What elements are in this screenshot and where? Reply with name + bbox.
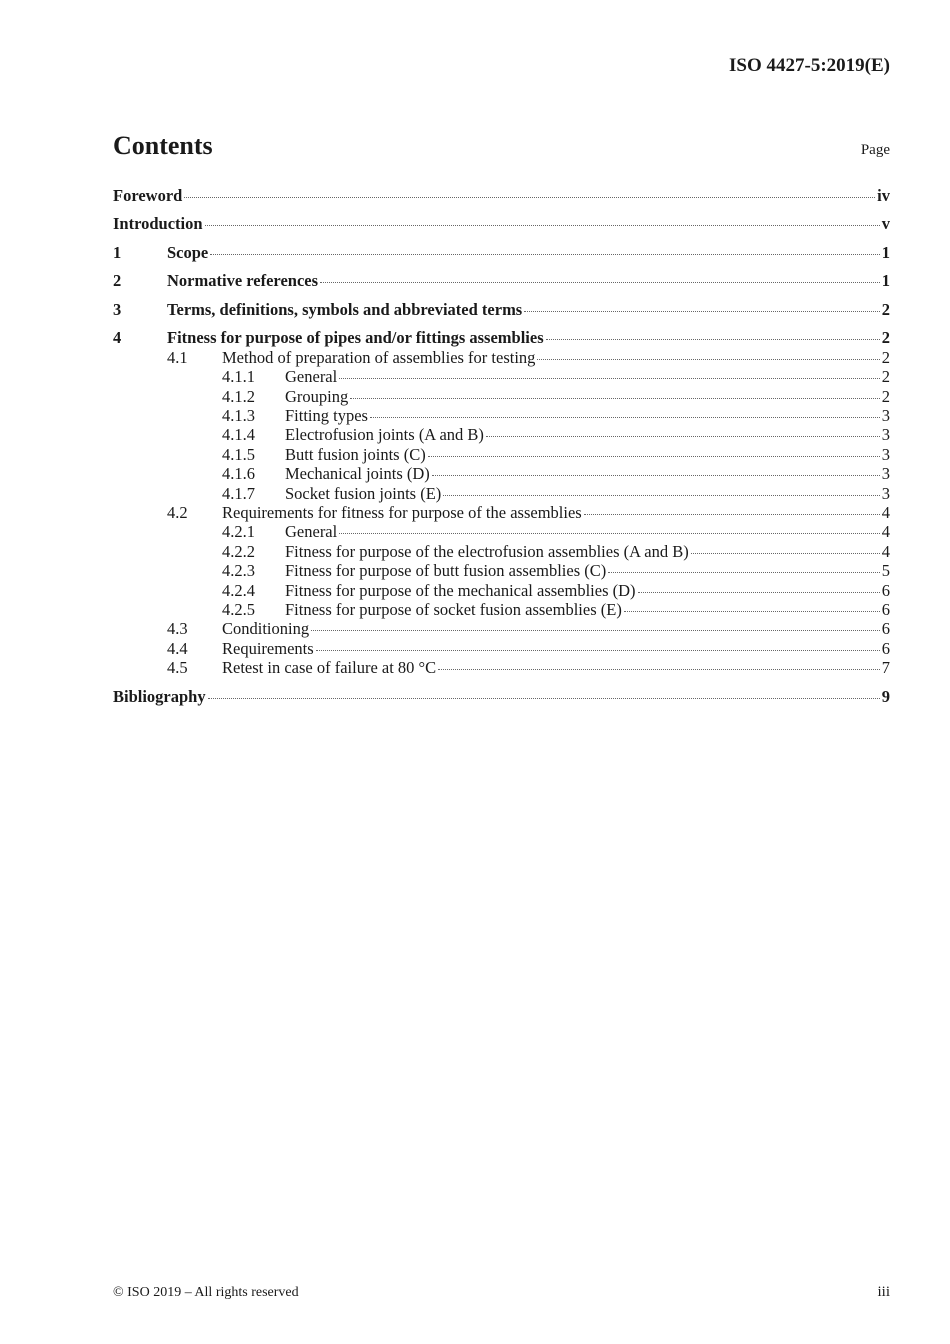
dot-leader <box>205 225 880 226</box>
toc-entry-page: 4 <box>881 522 890 542</box>
table-of-contents <box>113 186 890 706</box>
toc-entry-number: 4.2.4 <box>222 580 255 600</box>
dot-leader <box>350 398 880 399</box>
toc-entry-title: Mechanical joints (D) <box>285 464 430 484</box>
dot-leader <box>524 311 880 312</box>
toc-entry-title: Fitness for purpose of the mechanical assemblies (D) <box>285 580 636 600</box>
toc-entry-page: v <box>881 214 890 234</box>
toc-entry-title: Fitness for purpose of butt fusion assemblies (C) <box>285 561 607 581</box>
toc-entry-number: 4.2.5 <box>222 599 255 619</box>
dot-leader <box>428 456 880 457</box>
toc-entry-title: Bibliography <box>113 686 206 706</box>
dot-leader <box>438 669 880 670</box>
toc-entry[interactable] <box>113 445 890 464</box>
toc-entry-page: 3 <box>881 425 890 445</box>
toc-entry-page: 6 <box>881 638 890 658</box>
toc-entry[interactable] <box>113 300 890 319</box>
toc-entry-number: 4.2 <box>167 502 188 522</box>
document-id: ISO 4427-5:2019(E) <box>729 55 890 76</box>
toc-entry-page: 2 <box>881 347 890 367</box>
toc-entry-page: 9 <box>881 686 890 706</box>
toc-entry[interactable] <box>113 503 890 522</box>
dot-leader <box>208 698 880 699</box>
toc-entry-title: Conditioning <box>222 619 310 639</box>
toc-entry-number: 3 <box>113 299 122 319</box>
dot-leader <box>537 359 879 360</box>
toc-entry-page: 3 <box>881 444 890 464</box>
dot-leader <box>432 475 880 476</box>
toc-entry-title: Grouping <box>285 386 349 406</box>
toc-entry-page: 6 <box>881 580 890 600</box>
dot-leader <box>370 417 880 418</box>
toc-entry-number: 4 <box>113 328 122 348</box>
toc-entry-number: 4.1.1 <box>222 367 255 387</box>
dot-leader <box>638 592 880 593</box>
page-column-label: Page <box>860 142 890 158</box>
toc-entry-title: Retest in case of failure at 80 °C <box>222 658 437 678</box>
toc-entry[interactable] <box>113 542 890 561</box>
toc-entry-number: 4.1.7 <box>222 483 255 503</box>
toc-entry-page: 3 <box>881 464 890 484</box>
toc-entry-page: 1 <box>881 242 890 262</box>
toc-entry-title: Foreword <box>113 186 183 205</box>
toc-entry-page: 5 <box>881 561 890 581</box>
toc-entry-number: 2 <box>113 271 122 291</box>
toc-entry-page: 4 <box>881 502 890 522</box>
toc-entry-number: 4.2.3 <box>222 561 255 581</box>
toc-entry-title: Butt fusion joints (C) <box>285 444 426 464</box>
toc-entry-page: iv <box>877 186 890 205</box>
toc-entry-page: 7 <box>881 658 890 678</box>
toc-entry-number: 4.5 <box>167 658 188 678</box>
toc-entry[interactable] <box>113 522 890 541</box>
toc-entry[interactable] <box>113 186 890 205</box>
toc-entry-page: 3 <box>881 483 890 503</box>
dot-leader <box>691 553 880 554</box>
toc-entry-number: 4.1.6 <box>222 464 255 484</box>
dot-leader <box>339 378 880 379</box>
toc-entry-page: 2 <box>881 328 890 348</box>
toc-entry[interactable] <box>113 348 890 367</box>
toc-entry-title: Socket fusion joints (E) <box>285 483 442 503</box>
toc-entry[interactable] <box>113 328 890 347</box>
toc-entry-page: 1 <box>881 271 890 291</box>
dot-leader <box>311 630 880 631</box>
toc-entry-title: Scope <box>167 242 209 262</box>
page-title: Contents <box>113 131 213 160</box>
toc-entry[interactable] <box>113 367 890 386</box>
dot-leader <box>443 495 879 496</box>
toc-entry[interactable] <box>113 464 890 483</box>
toc-entry[interactable] <box>113 406 890 425</box>
toc-entry-number: 4.3 <box>167 619 188 639</box>
toc-entry-title: Fitness for purpose of the electrofusion assemblies (A and B) <box>285 541 689 561</box>
toc-entry-page: 3 <box>881 405 890 425</box>
toc-entry-title: Electrofusion joints (A and B) <box>285 425 484 445</box>
toc-entry-title: Normative references <box>167 271 319 291</box>
copyright-footer: © ISO 2019 – All rights reserved <box>113 1285 299 1300</box>
toc-entry-title: Fitness for purpose of pipes and/or fittings assemblies <box>167 328 544 348</box>
toc-entry-number: 4.1.3 <box>222 405 255 425</box>
toc-entry[interactable] <box>113 271 890 290</box>
toc-entry-number: 1 <box>113 242 122 262</box>
toc-entry-page: 2 <box>881 386 890 406</box>
toc-entry-title: Terms, definitions, symbols and abbreviated terms <box>167 299 523 319</box>
toc-entry-title: General <box>285 522 338 542</box>
dot-leader <box>584 514 880 515</box>
page-number: iii <box>877 1284 890 1300</box>
dot-leader <box>486 436 880 437</box>
toc-entry[interactable] <box>113 387 890 406</box>
toc-entry-number: 4.1.2 <box>222 386 255 406</box>
toc-entry[interactable] <box>113 687 890 706</box>
toc-entry-title: Introduction <box>113 214 203 234</box>
toc-entry-page: 6 <box>881 599 890 619</box>
toc-entry-number: 4.1.4 <box>222 425 255 445</box>
toc-entry[interactable] <box>113 658 890 677</box>
dot-leader <box>316 650 880 651</box>
toc-entry-title: Requirements for fitness for purpose of the assemblies <box>222 502 582 522</box>
toc-entry-number: 4.1.5 <box>222 444 255 464</box>
dot-leader <box>184 197 875 198</box>
toc-entry[interactable] <box>113 425 890 444</box>
toc-entry-title: Fitting types <box>285 405 368 425</box>
toc-entry-title: General <box>285 367 338 387</box>
dot-leader <box>546 339 880 340</box>
dot-leader <box>210 254 880 255</box>
toc-entry[interactable] <box>113 243 890 262</box>
toc-entry-page: 2 <box>881 367 890 387</box>
toc-entry-number: 4.2.2 <box>222 541 255 561</box>
dot-leader <box>339 533 880 534</box>
toc-entry-page: 4 <box>881 541 890 561</box>
toc-entry[interactable] <box>113 600 890 619</box>
toc-entry[interactable] <box>113 214 890 233</box>
toc-entry-title: Method of preparation of assemblies for testing <box>222 347 536 367</box>
toc-entry[interactable] <box>113 561 890 580</box>
toc-entry-number: 4.1 <box>167 347 188 367</box>
toc-entry-title: Requirements <box>222 638 314 658</box>
toc-entry[interactable] <box>113 484 890 503</box>
toc-entry-page: 6 <box>881 619 890 639</box>
toc-entry-title: Fitness for purpose of socket fusion assemblies (E) <box>285 599 622 619</box>
toc-entry-number: 4.2.1 <box>222 522 255 542</box>
toc-entry[interactable] <box>113 581 890 600</box>
toc-entry-number: 4.4 <box>167 638 188 658</box>
toc-entry-page: 2 <box>881 299 890 319</box>
toc-entry[interactable] <box>113 639 890 658</box>
dot-leader <box>608 572 879 573</box>
dot-leader <box>624 611 880 612</box>
toc-entry[interactable] <box>113 619 890 638</box>
dot-leader <box>320 282 880 283</box>
